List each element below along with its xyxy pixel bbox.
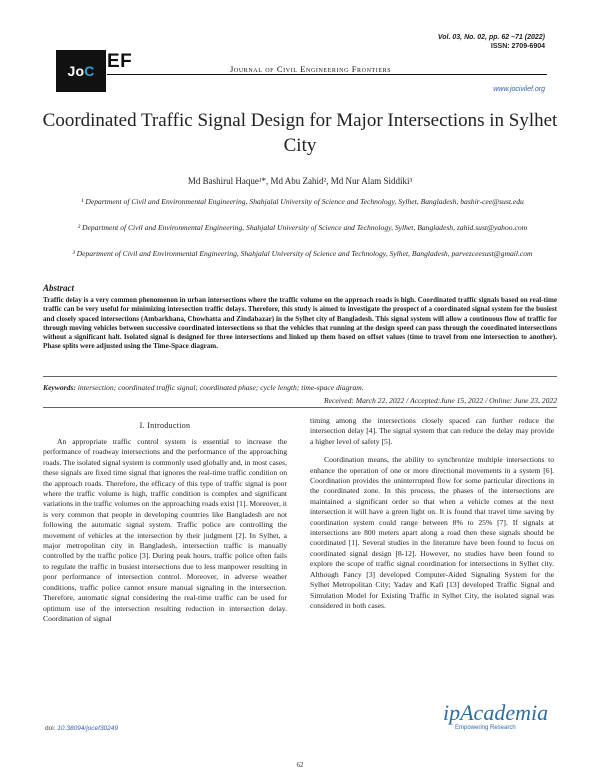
authors: Md Bashirul Haque¹*, Md Abu Zahid², Md Nur Alam Siddiki³ <box>187 176 413 186</box>
page-number: 62 <box>296 761 304 769</box>
divider <box>43 407 557 408</box>
journal-logo-tail <box>107 50 132 74</box>
journal-logo <box>56 50 106 92</box>
doi-link[interactable]: 10.38094/jocef30249 <box>57 725 119 732</box>
logo-jo: Jo <box>67 63 85 79</box>
issn: ISSN: 2709-6904 <box>490 43 545 50</box>
journal-url[interactable]: www.jocivilef.org <box>493 86 545 93</box>
volume-info: Vol. 03, No. 02, pp. 62 –71 (2022) <box>437 34 545 41</box>
logo-ef: EF <box>107 51 133 72</box>
affiliation-2: ² Department of Civil and Environmental Engineering, Shahjalal University of Science and Technology, Sylhet, Bangladesh, zahid.sust@yahoo.com <box>77 223 528 232</box>
received-dates: Received: March 22, 2022 / Accepted:June 15, 2022 / Online: June 23, 2022 <box>323 396 557 405</box>
column-left <box>43 437 287 632</box>
doi-label: doi: <box>45 725 58 732</box>
doi <box>45 725 118 732</box>
column-right <box>310 416 554 619</box>
keywords <box>43 383 364 392</box>
paragraph: Coordination means, the ability to synchronize multiple intersections to enhance the operation of one or more directional movements in a system [6]. Coordination provides the uninterrupted flow for some particular directions in the coordinated zone. In this process, the phases of the intersections are maintained a significant order so that when a vehicle comes at the next intersection it will have a green light on. It is found that travel time saving by coordination system could range between 8% to 25% [7]. If signals at intersections are 800 meters apart along a road then these signals should be coordinated [1]. Several studies in the literature have been found to focus on coordinated signal design [8-12]. However, no studies have been found to explore the scope of traffic signal coordination for intersections in Sylhet city. Although Fancy [3] developed Computer-Aided Signaling System for the Sylhet Metropolitan City; Yadav and Kafi [13] developed Traffic Signal and Simulation Model for Existing Traffic in Sylhet City, the isolated signal was considered in both cases. <box>310 455 554 610</box>
ipacademia-tagline: Empowering Research <box>455 725 516 731</box>
journal-name: Journal of Civil Engineering Frontiers <box>230 64 392 74</box>
section-heading: I. Introduction <box>139 421 191 430</box>
divider <box>43 376 557 377</box>
header-rule <box>107 74 547 75</box>
abstract-heading: Abstract <box>43 283 75 293</box>
affiliation-1: ¹ Department of Civil and Environmental Engineering, Shahjalal University of Science and Technology, Sylhet, Bangladesh, bashir-cee@sust.edu <box>81 197 524 206</box>
ipacademia-logo: ipAcademia <box>443 700 549 725</box>
logo-c: C <box>84 63 95 79</box>
paper-title: Coordinated Traffic Signal Design for Major Intersections in Sylhet City <box>42 110 558 156</box>
paragraph: An appropriate traffic control system is essential to increase the performance of roadway intersections and the performance of the approaching roads. The isolated signal system is commonly used globally and, in most cases, these signals are fixed time signal that ignores the real-time traffic condition on the approach roads. Therefore, the efficacy of this type of traffic signal is poor where the traffic volume is high, traffic condition is complex and significant variations in the traffic volumes on the approaching roads exist [1]. Moreover, it is very common that people in developing countries like Bangladesh are not following the automatic signal system. Traffic police are controlling the movement of vehicles at the intersection by their judgment [2]. In Sylhet, a major metropolitan city in Bangladesh, intersection traffic is manually controlled by the traffic police [3]. During peak hours, traffic police often fails to regulate the traffic in busiest intersections due to less manpower resulting in poor performance of intersection control. Moreover, in adverse weather conditions, traffic police cannot ensure manual signaling in the intersection. Therefore, automatic signal considering the real-time traffic can be used for optimum use of the intersection resulting reduction in intersection delay. Coordination of signal <box>43 437 287 623</box>
keywords-text: intersection; coordinated traffic signal; coordinated phase; cycle length; time-space diagram. <box>75 383 364 392</box>
paragraph: timing among the intersections closely spaced can further reduce the intersection delay [4]. The signal system that can reduce the delay may provide a higher level of safety [5]. <box>310 416 554 446</box>
keywords-label: Keywords: <box>43 383 76 392</box>
abstract-text: Traffic delay is a very common phenomenon in urban intersections where the traffic volume on the approach roads is high. Coordinated traffic signals based on real-time traffic can be very useful for minimizing intersection traffic delays. Therefore, this study is aimed to investigate the prospect of a coordinated signal system for the busiest and closely spaced intersections (Ambarkhana, Chowhatta and Zindabazar) in the Sylhet city of Bangladesh. This signal system will allow a continuous flow of traffic for through moving vehicles between successive coordinated intersections so that the vehicles that running at the design speed can pass through the coordinated intersections without a significant halt. Isolated signal is designed for three intersections and linked up them based on offset values (time to travel from one intersection to another). Phase splits were adjusted using the Time-Space diagram. <box>43 296 557 351</box>
affiliation-3: ³ Department of Civil and Environmental Engineering, Shahjalal University of Science and Technology, Sylhet, Bangladesh, parvezceesust@gmail.com <box>72 249 533 258</box>
